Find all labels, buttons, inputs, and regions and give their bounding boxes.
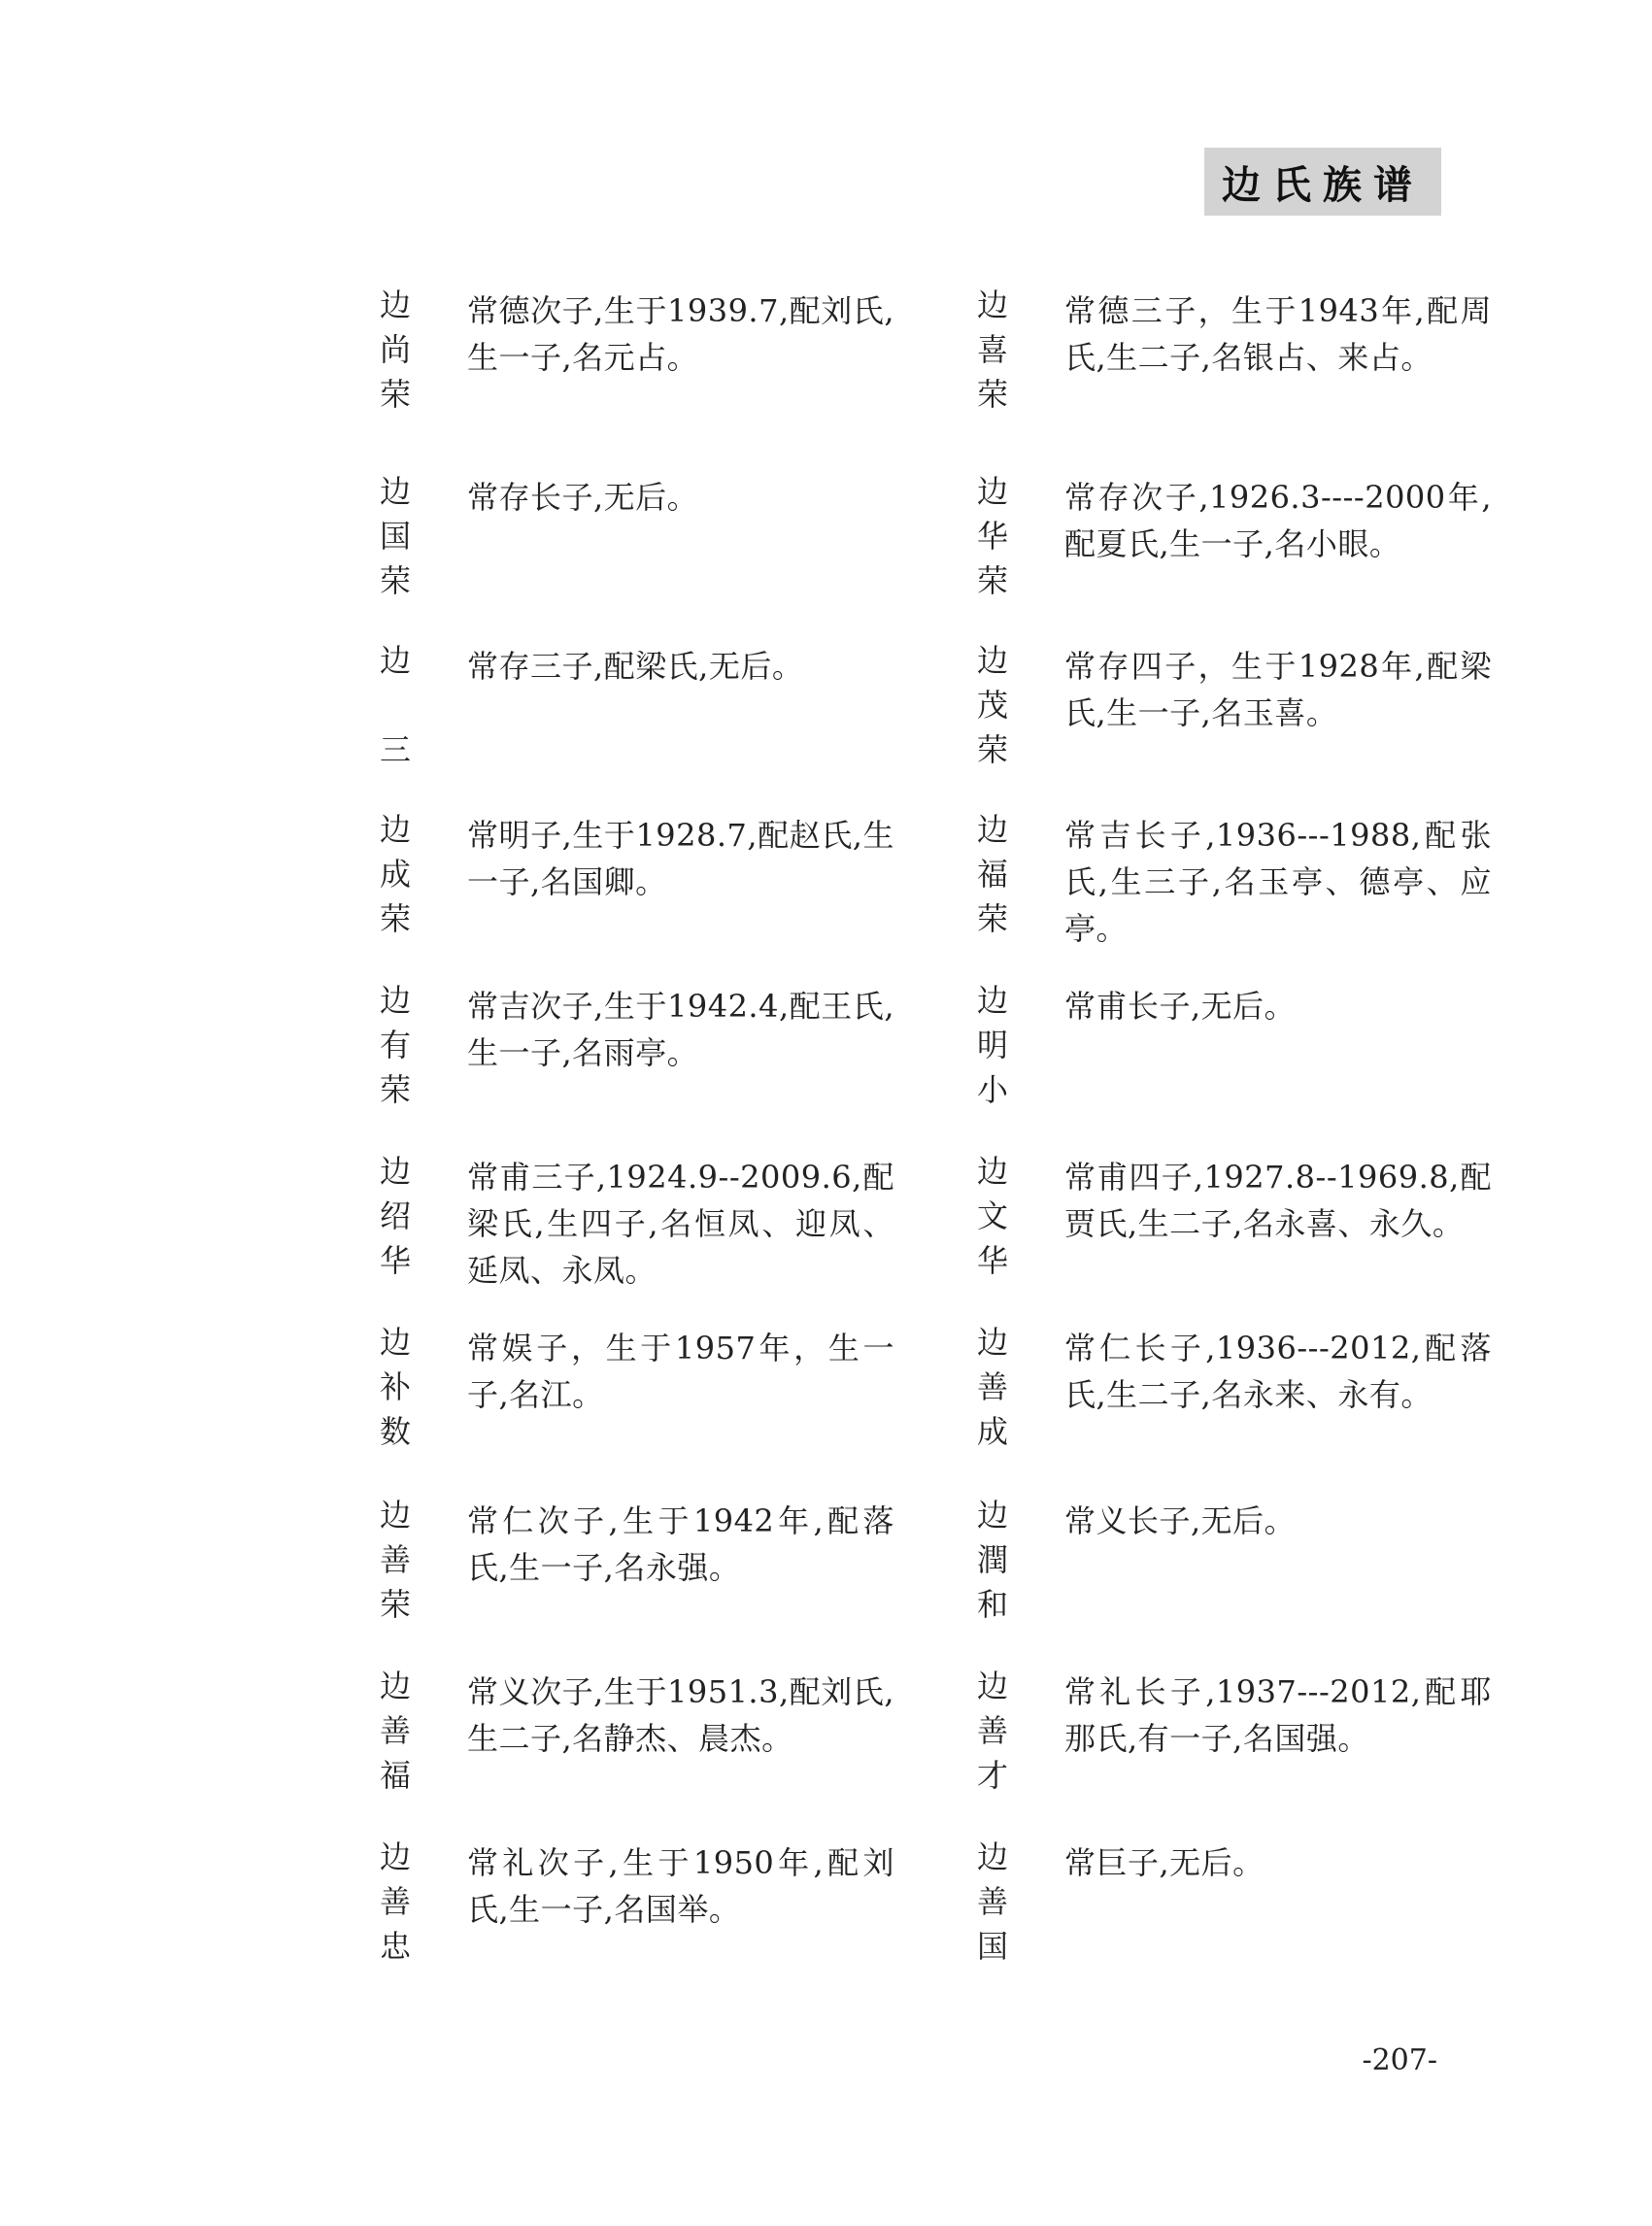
person-name (374, 1669, 417, 1814)
person-description: 常德次子,生于1939.7,配刘氏,生一子,名元占。 (467, 292, 894, 376)
name-character: 荣 (379, 376, 411, 413)
name-character: 善 (976, 1883, 1008, 1920)
name-character: 边 (379, 1668, 411, 1704)
person-name (971, 287, 1014, 433)
person-description: 常甫四子,1927.8--1969.8,配贾氏,生二子,名永喜、永久。 (1064, 1159, 1492, 1242)
person-description: 常明子,生于1928.7,配赵氏,生一子,名国卿。 (467, 817, 894, 900)
book-title-box (1204, 148, 1441, 216)
name-character: 善 (379, 1541, 411, 1578)
name-character: 善 (379, 1883, 411, 1920)
name-character: 边 (379, 1497, 411, 1534)
name-character: 补 (379, 1368, 411, 1405)
person-name (971, 1498, 1014, 1643)
person-name (971, 1154, 1014, 1299)
person-name (971, 474, 1014, 620)
name-character: 明 (976, 1027, 1008, 1063)
person-description: 常仁长子,1936---2012,配落氏,生二子,名永来、永有。 (1064, 1330, 1492, 1413)
name-character: 国 (379, 518, 411, 555)
person-name (374, 812, 417, 958)
person-name (374, 1154, 417, 1299)
name-character: 边 (379, 1324, 411, 1361)
name-character: 边 (379, 1838, 411, 1875)
name-character: 荣 (976, 900, 1008, 937)
name-character: 荣 (976, 731, 1008, 768)
person-description: 常仁次子,生于1942年,配落氏,生一子,名永强。 (467, 1502, 894, 1586)
person-name (971, 1839, 1014, 1985)
name-character: 国 (976, 1928, 1008, 1965)
name-character: 边 (976, 982, 1008, 1019)
name-character: 边 (976, 1153, 1008, 1190)
person-description: 常吉长子,1936---1988,配张氏,生三子,名玉亭、德亭、应亭。 (1064, 817, 1492, 947)
person-description: 常甫长子,无后。 (1064, 988, 1297, 1025)
name-character: 忠 (379, 1928, 411, 1965)
name-character: 边 (976, 1497, 1008, 1534)
name-character: 华 (379, 1242, 411, 1279)
name-character: 边 (976, 1668, 1008, 1704)
name-character: 荣 (379, 1071, 411, 1108)
name-character: 尚 (379, 331, 411, 368)
name-character: 善 (379, 1712, 411, 1749)
person-description: 常吉次子,生于1942.4,配王氏,生一子,名雨亭。 (467, 988, 894, 1071)
name-character: 荣 (976, 562, 1008, 599)
person-name (374, 983, 417, 1129)
person-name (374, 1498, 417, 1643)
person-name (374, 287, 417, 433)
name-character: 边 (976, 287, 1008, 323)
name-character: 数 (379, 1413, 411, 1450)
name-character: 边 (976, 811, 1008, 848)
person-description: 常存次子,1926.3----2000年,配夏氏,生一子,名小眼。 (1064, 479, 1492, 562)
name-character: 荣 (976, 376, 1008, 413)
name-character: 三 (379, 731, 411, 768)
name-character: 华 (976, 1242, 1008, 1279)
book-title: 边氏族谱 (1222, 162, 1424, 208)
person-name (374, 1839, 417, 1985)
person-name (374, 1325, 417, 1470)
name-character: 善 (976, 1712, 1008, 1749)
name-character: 荣 (379, 900, 411, 937)
name-character: 福 (976, 856, 1008, 893)
name-character: 边 (379, 1153, 411, 1190)
name-character: 边 (379, 473, 411, 510)
name-character: 和 (976, 1586, 1008, 1623)
name-character: 福 (379, 1757, 411, 1794)
person-description: 常义次子,生于1951.3,配刘氏,生二子,名静杰、晨杰。 (467, 1673, 894, 1757)
person-description: 常存四子，生于1928年,配梁氏,生一子,名玉喜。 (1064, 648, 1492, 731)
person-description: 常礼次子,生于1950年,配刘氏,生一子,名国举。 (467, 1844, 894, 1928)
name-character: 边 (379, 811, 411, 848)
person-name (374, 643, 417, 789)
name-character: 边 (976, 473, 1008, 510)
name-character: 喜 (976, 331, 1008, 368)
person-description: 常德三子，生于1943年,配周氏,生二子,名银占、来占。 (1064, 292, 1492, 376)
name-character: 荣 (379, 1586, 411, 1623)
person-name (971, 812, 1014, 958)
name-character: 成 (379, 856, 411, 893)
person-description: 常礼长子,1937---2012,配耶那氏,有一子,名国强。 (1064, 1673, 1492, 1757)
name-character: 善 (976, 1368, 1008, 1405)
name-character: 边 (379, 982, 411, 1019)
name-character: 边 (976, 642, 1008, 679)
name-character: 茂 (976, 687, 1008, 724)
person-description: 常存长子,无后。 (467, 479, 699, 516)
name-character: 有 (379, 1027, 411, 1063)
person-name (374, 474, 417, 620)
name-character: 才 (976, 1757, 1008, 1794)
name-character: 荣 (379, 562, 411, 599)
name-character: 边 (976, 1324, 1008, 1361)
name-character: 边 (379, 642, 411, 679)
name-character: 文 (976, 1197, 1008, 1234)
person-description: 常娱子，生于1957年，生一子,名江。 (467, 1330, 894, 1413)
person-description: 常甫三子,1924.9--2009.6,配梁氏,生四子,名恒凤、迎凤、延凤、永凤。 (467, 1159, 894, 1289)
person-name (971, 983, 1014, 1129)
person-description: 常义长子,无后。 (1064, 1502, 1297, 1539)
name-character: 成 (976, 1413, 1008, 1450)
person-description: 常存三子,配梁氏,无后。 (467, 648, 804, 685)
name-character: 边 (976, 1838, 1008, 1875)
name-character: 绍 (379, 1197, 411, 1234)
person-name (971, 1325, 1014, 1470)
person-name (971, 643, 1014, 789)
name-character: 边 (379, 287, 411, 323)
name-character: 潤 (976, 1541, 1008, 1578)
page-number: -207- (1362, 2043, 1437, 2077)
person-description: 常巨子,无后。 (1064, 1844, 1264, 1881)
person-name (971, 1669, 1014, 1814)
name-character: 小 (976, 1071, 1008, 1108)
name-character: 华 (976, 518, 1008, 555)
